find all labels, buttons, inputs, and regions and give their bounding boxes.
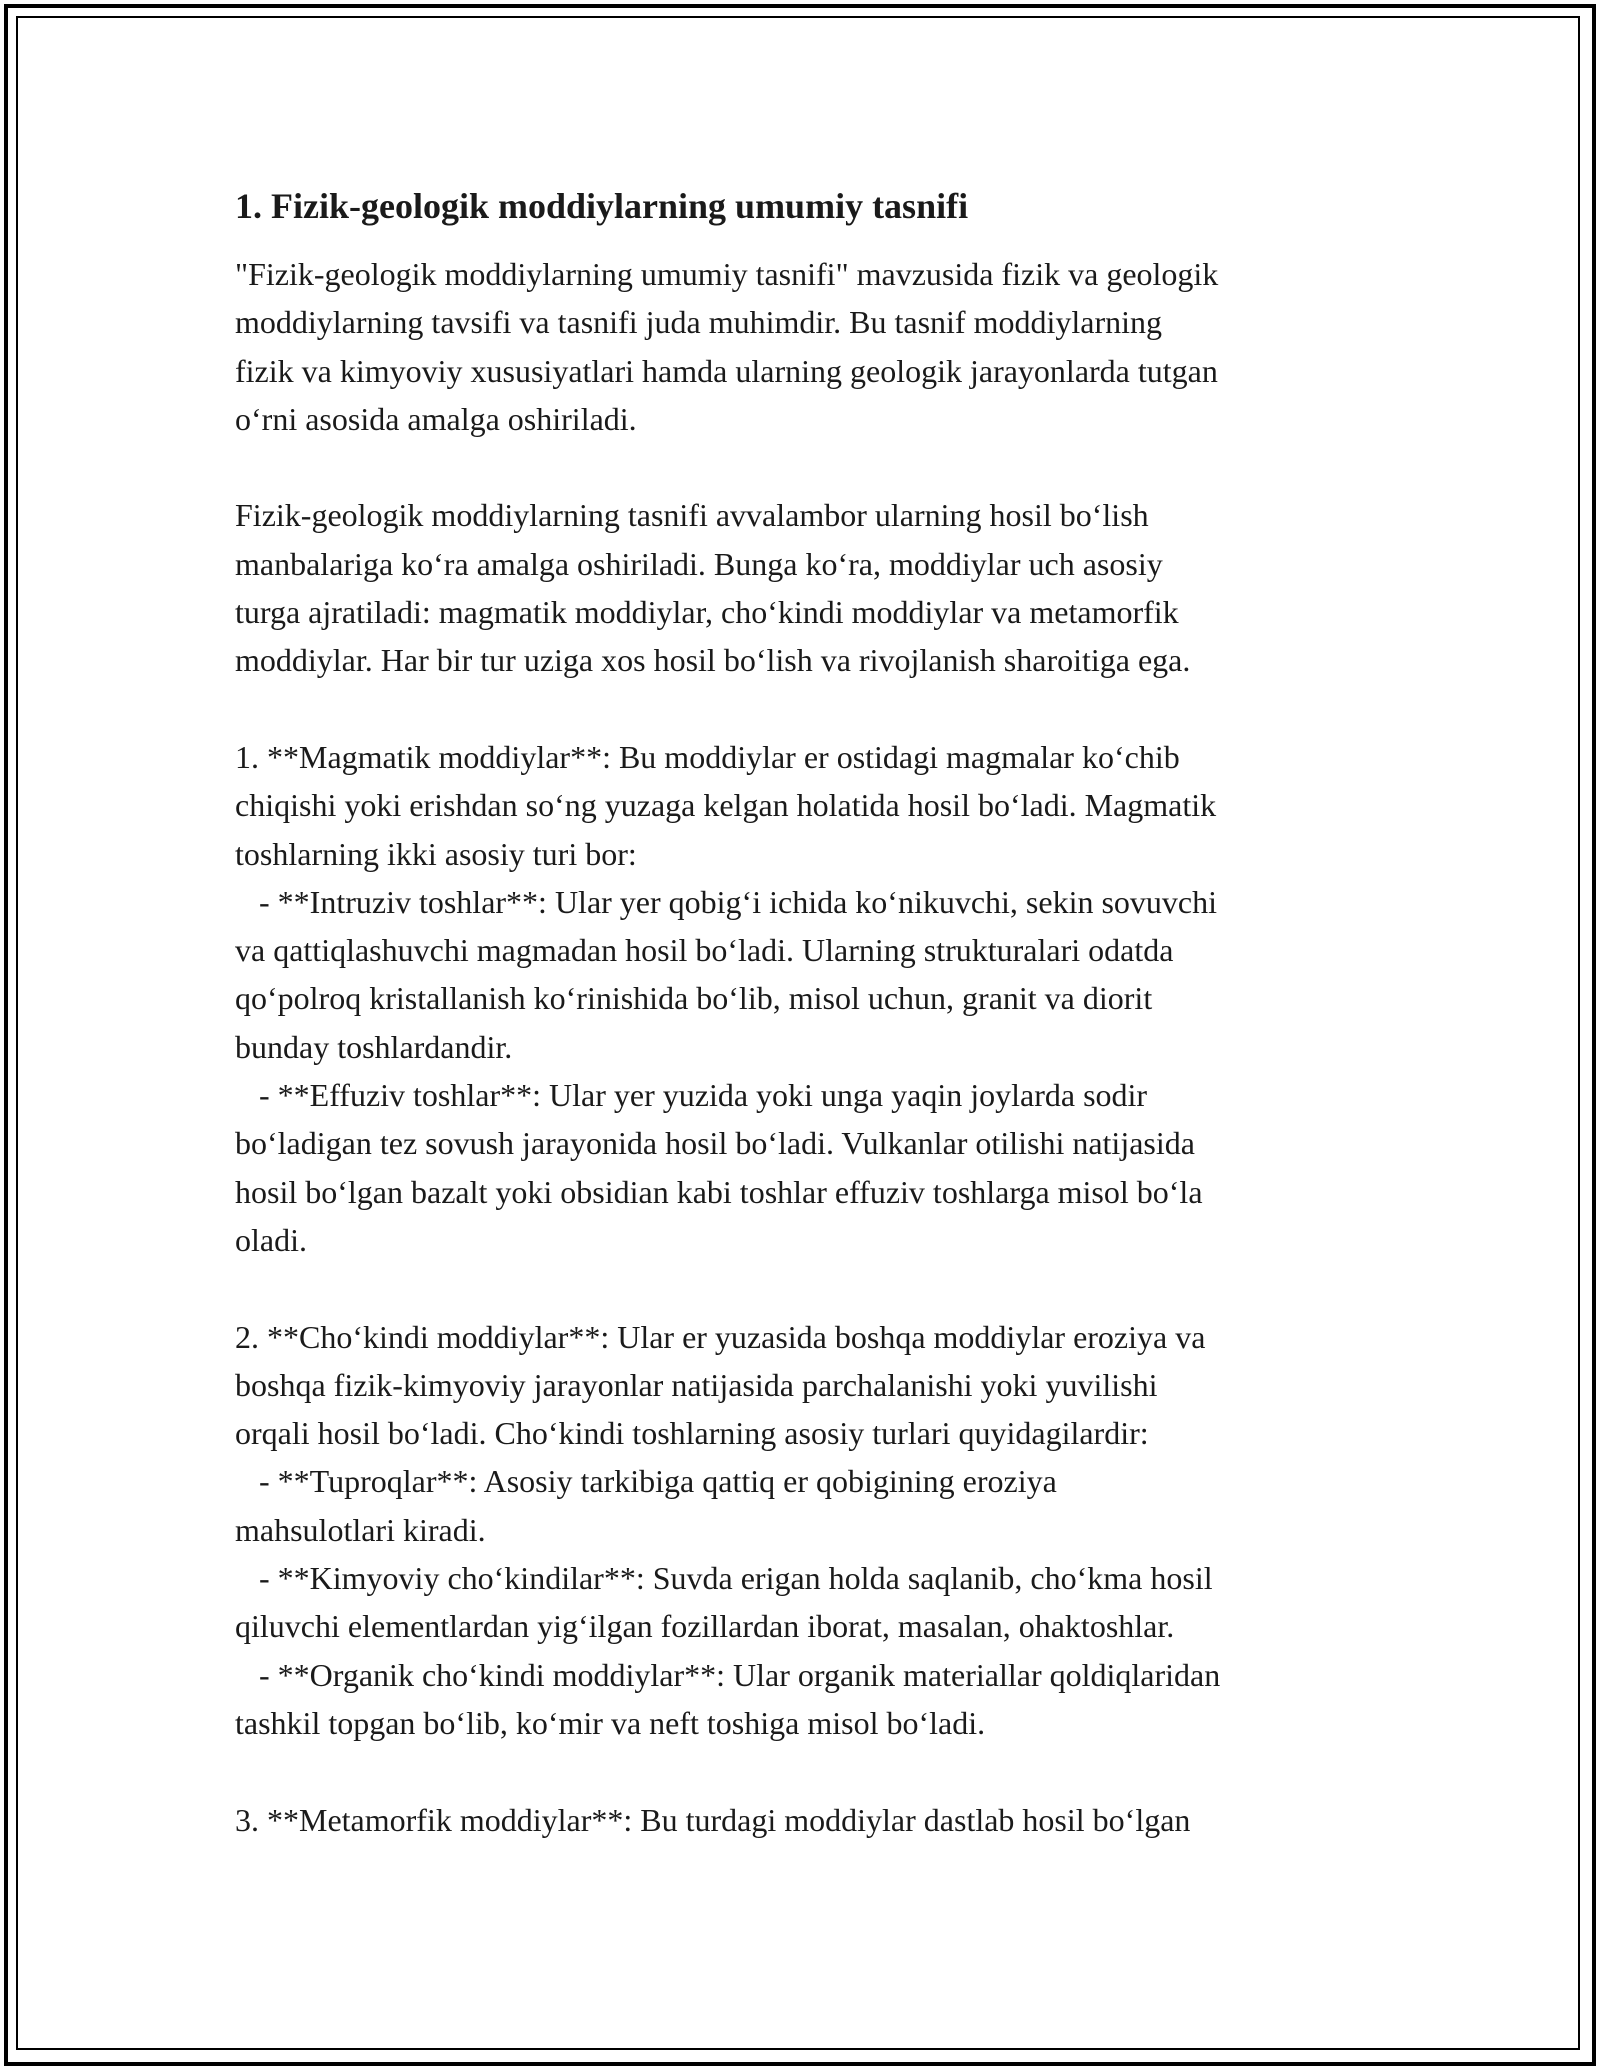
text-line: bo‘ladigan tez sovush jarayonida hosil bo‘ladi. Vulkanlar otilishi natijasida <box>235 1125 1195 1162</box>
text-line: tashkil topgan bo‘lib, ko‘mir va neft toshiga misol bo‘ladi. <box>235 1704 986 1741</box>
text-line: bunday toshlardandir. <box>235 1028 513 1065</box>
text-line: - **Tuproqlar**: Asosiy tarkibiga qattiq er qobigining eroziya <box>235 1463 1057 1500</box>
text-line: fizik va kimyoviy xususiyatlari hamda ularning geologik jarayonlarda tutgan <box>235 352 1218 389</box>
text-line: mahsulotlari kiradi. <box>235 1511 486 1548</box>
text-line: "Fizik-geologik moddiylarning umumiy tasnifi" mavzusida fizik va geologik <box>235 256 1219 292</box>
text-line: Fizik-geologik moddiylarning tasnifi avvalambor ularning hosil bo‘lish <box>235 497 1149 534</box>
paragraph-metamorphic <box>235 1796 1375 1844</box>
text-line: toshlarning ikki asosiy turi bor: <box>235 835 637 872</box>
paragraph-intro <box>235 250 1375 443</box>
text-line: 3. **Metamorfik moddiylar**: Bu turdagi moddiylar dastlab hosil bo‘lgan <box>235 1801 1191 1838</box>
text-line: 1. **Magmatik moddiylar**: Bu moddiylar er ostidagi magmalar ko‘chib <box>235 738 1180 775</box>
document-body <box>235 180 1375 1892</box>
section-heading: 1. Fizik-geologik moddiylarning umumiy tasnifi <box>235 186 969 226</box>
text-line: oladi. <box>235 1221 307 1258</box>
text-line: turga ajratiladi: magmatik moddiylar, cho‘kindi moddiylar va metamorfik <box>235 594 1179 631</box>
text-line: orqali hosil bo‘ladi. Cho‘kindi toshlarning asosiy turlari quyidagilardir: <box>235 1415 1149 1452</box>
paragraph-classification <box>235 491 1375 684</box>
text-line: qo‘polroq kristallanish ko‘rinishida bo‘lib, misol uchun, granit va diorit <box>235 980 1153 1017</box>
text-line: - **Organik cho‘kindi moddiylar**: Ular organik materiallar qoldiqlaridan <box>235 1656 1221 1693</box>
text-line: chiqishi yoki erishdan so‘ng yuzaga kelgan holatida hosil bo‘ladi. Magmatik <box>235 787 1217 824</box>
text-line: manbalariga ko‘ra amalga oshiriladi. Bunga ko‘ra, moddiylar uch asosiy <box>235 545 1163 582</box>
paragraph-sedimentary <box>235 1313 1375 1748</box>
text-line: boshqa fizik-kimyoviy jarayonlar natijasida parchalanishi yoki yuvilishi <box>235 1366 1158 1403</box>
text-line: qiluvchi elementlardan yig‘ilgan fozillardan iborat, masalan, ohaktoshlar. <box>235 1608 1175 1645</box>
text-line: - **Intruziv toshlar**: Ular yer qobig‘i ichida ko‘nikuvchi, sekin sovuvchi <box>235 883 1218 920</box>
text-line: moddiylar. Har bir tur uziga xos hosil bo‘lish va rivojlanish sharoitiga ega. <box>235 642 1191 679</box>
paragraph-magmatic <box>235 733 1375 1264</box>
text-line: - **Effuziv toshlar**: Ular yer yuzida yoki unga yaqin joylarda sodir <box>235 1077 1148 1114</box>
text-line: o‘rni asosida amalga oshiriladi. <box>235 400 637 437</box>
text-line: 2. **Cho‘kindi moddiylar**: Ular er yuzasida boshqa moddiylar eroziya va <box>235 1318 1206 1355</box>
text-line: va qattiqlashuvchi magmadan hosil bo‘ladi. Ularning strukturalari odatda <box>235 932 1174 969</box>
text-line: hosil bo‘lgan bazalt yoki obsidian kabi toshlar effuziv toshlarga misol bo‘la <box>235 1173 1203 1210</box>
text-line: - **Kimyoviy cho‘kindilar**: Suvda erigan holda saqlanib, cho‘kma hosil <box>235 1560 1213 1597</box>
text-line: moddiylarning tavsifi va tasnifi juda muhimdir. Bu tasnif moddiylarning <box>235 304 1162 341</box>
